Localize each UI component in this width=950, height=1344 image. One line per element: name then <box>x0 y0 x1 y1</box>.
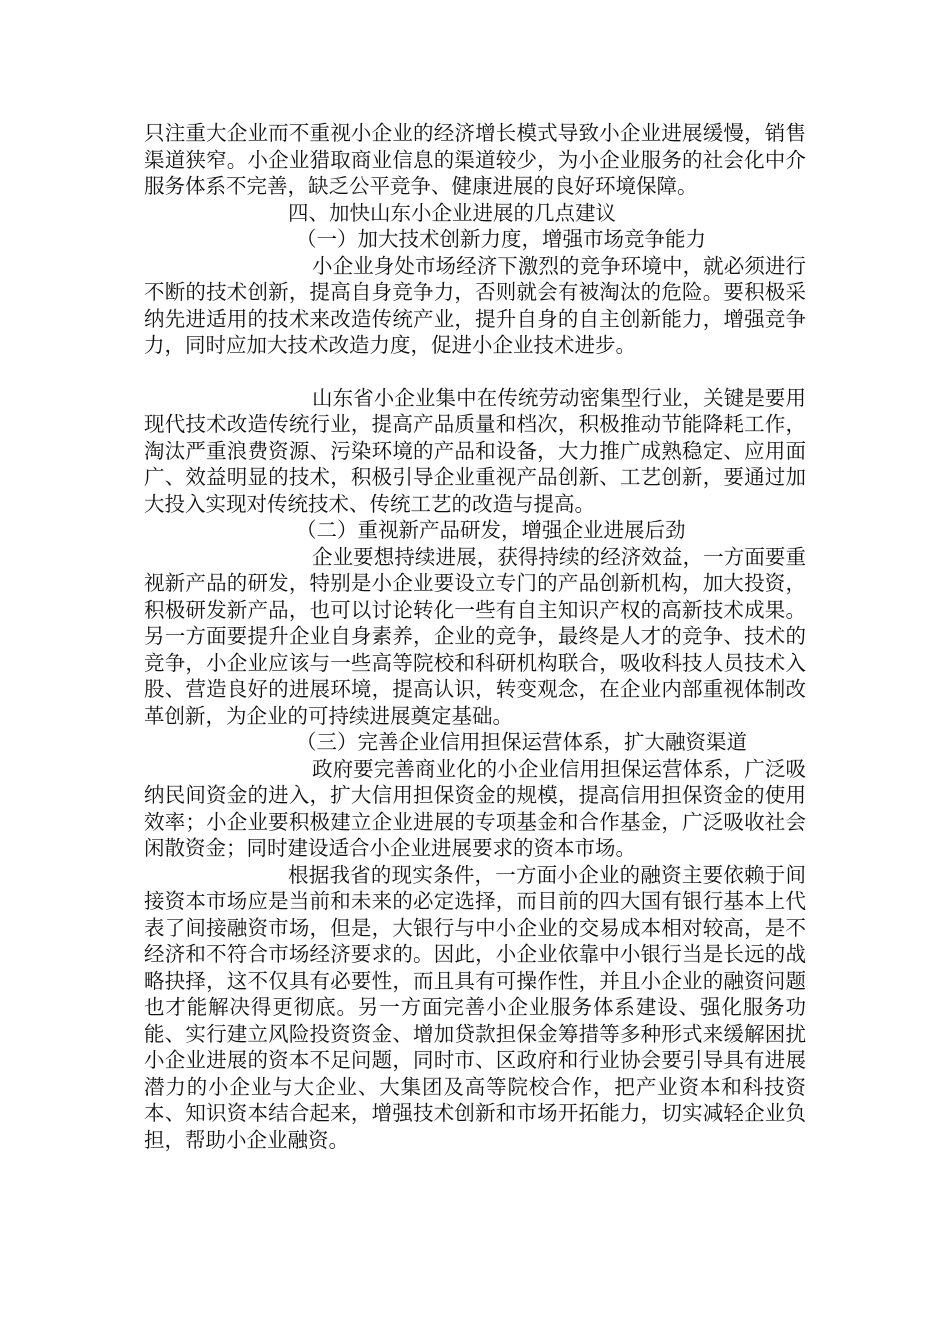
paragraph-product-rnd: 企业要想持续进展，获得持续的经济效益，一方面要重视新产品的研发，特别是小企业要设立专门的产品创新机构，加大投资，积极研发新产品，也可以讨论转化一些有自主知识产权的高新技术成果。另一方面要提升企业自身素养，企业的竞争，最终是人才的竞争、技术的竞争，小企业应该与一些高等院校和科研机构联合，吸收科技人员技术入股、营造良好的进展环境，提高认识，转变观念，在企业内部重视体制改革创新，为企业的可持续进展奠定基础。 <box>144 544 806 728</box>
subsection-heading-1: （一）加大技术创新力度，增强市场竞争能力 <box>296 227 706 251</box>
paragraph-intro-continuation: 只注重大企业而不重视小企业的经济增长模式导致小企业进展缓慢，销售渠道狭窄。小企业猎取商业信息的渠道较少，为小企业服务的社会化中介服务体系不完善，缺乏公平竞争、健康进展的良好环境保障。 <box>144 121 806 198</box>
paragraph-shandong-industry: 山东省小企业集中在传统劳动密集型行业，关键是要用现代技术改造传统行业，提高产品质量和档次，积极推动节能降耗工作，淘汰严重浪费资源、污染环境的产品和设备，大力推广成熟稳定、应用面广、效益明显的技术，积极引导企业重视产品创新、工艺创新，要通过加大投入实现对传统技术、传统工艺的改造与提高。 <box>144 385 806 516</box>
document-page <box>144 120 806 1153</box>
paragraph-financing: 根据我省的现实条件，一方面小企业的融资主要依赖于间接资本市场应是当前和未来的必定选择，而目前的四大国有银行基本上代表了间接融资市场，但是，大银行与中小企业的交易成本相对较高，是不经济和不符合市场经济要求的。因此，小企业依靠中小银行当是长远的战略抉择，这不仅具有必要性，而且具有可操作性，并且小企业的融资问题也才能解决得更彻底。另一方面完善小企业服务体系建设、强化服务功能、实行建立风险投资资金、增加贷款担保金筹措等多种形式来缓解困扰小企业进展的资本不足问题，同时市、区政府和行业协会要引导具有进展潜力的小企业与大企业、大集团及高等院校合作，把产业资本和科技资本、知识资本结合起来，增强技术创新和市场开拓能力，切实减轻企业负担，帮助小企业融资。 <box>144 862 806 1152</box>
section-heading-4: 四、加快山东小企业进展的几点建议 <box>288 200 616 225</box>
subsection-heading-2: （二）重视新产品研发，增强企业进展后劲 <box>296 518 686 542</box>
paragraph-credit-guarantee: 政府要完善商业化的小企业信用担保运营体系，广泛吸纳民间资金的进入，扩大信用担保资金的规模，提高信用担保资金的使用效率；小企业要积极建立企业进展的专项基金和合作基金，广泛吸收社会闲散资金；同时建设适合小企业进展要求的资本市场。 <box>144 756 806 860</box>
subsection-heading-3: （三）完善企业信用担保运营体系，扩大融资渠道 <box>296 730 747 754</box>
paragraph-tech-innovation: 小企业身处市场经济下激烈的竞争环境中，就必须进行不断的技术创新，提高自身竞争力，否则就会有被淘汰的危险。要积极采纳先进适用的技术来改造传统产业，提升自身的自主创新能力，增强竞争力，同时应加大技术改造力度，促进小企业技术进步。 <box>144 253 806 357</box>
